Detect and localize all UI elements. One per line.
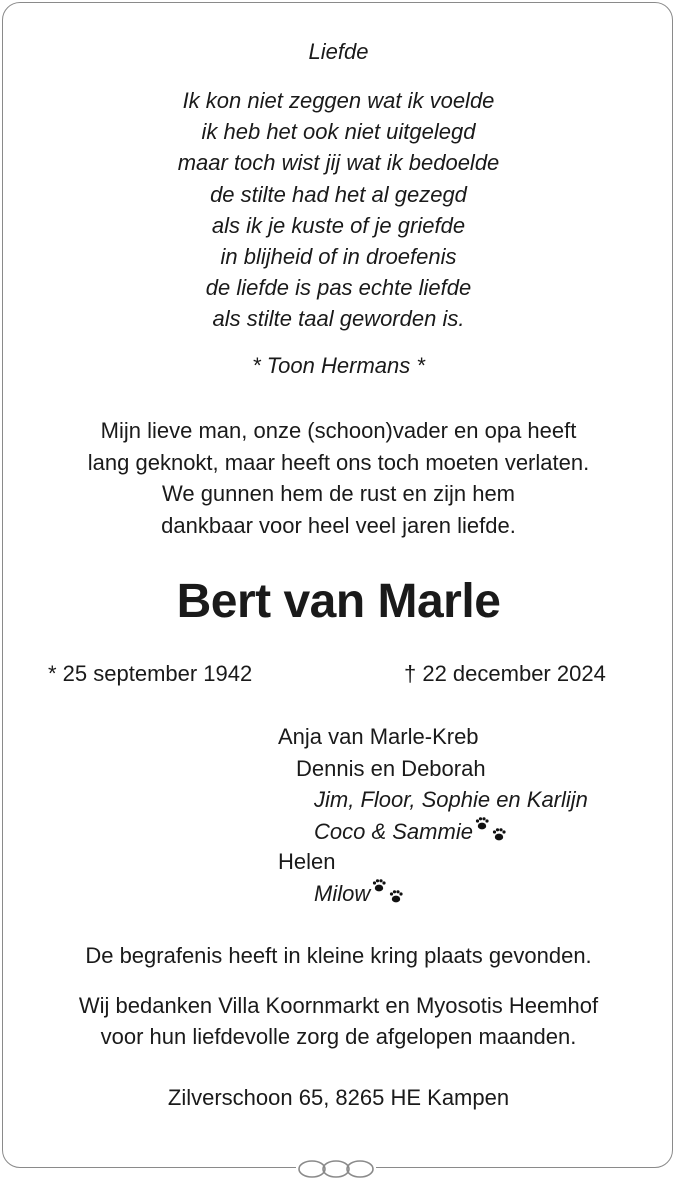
intro-line: We gunnen hem de rust en zijn hem [161, 481, 516, 506]
thanks-text [0, 990, 677, 1052]
poem-line: Ik kon niet zeggen wat ik voelde [182, 88, 495, 113]
paw-prints-icon [475, 817, 509, 843]
poem-line: de liefde is pas echte liefde [205, 275, 472, 301]
poem-line: ik heb het ook niet uitgelegd [201, 119, 476, 145]
intro-line: lang geknokt, maar heeft ons toch moeten verlaten. [87, 449, 590, 475]
poem-line: de stilte had het al gezegd [210, 181, 467, 207]
poem-author: * Toon Hermans * [252, 353, 425, 378]
family-pets [314, 879, 406, 908]
address: Zilverschoon 65, 8265 HE Kampen [167, 1085, 510, 1110]
pet-names: Coco & Sammie [314, 819, 473, 844]
intro-line: dankbaar voor heel veel jaren liefde. [161, 512, 516, 538]
poem-line: als stilte taal geworden is. [212, 306, 465, 332]
poem-line: in blijheid of in droefenis [220, 243, 457, 269]
birth-date: * 25 september 1942 [48, 661, 253, 686]
family-grandchildren: Jim, Floor, Sophie en Karlijn [314, 787, 588, 812]
family-child: Dennis en Deborah [296, 756, 486, 781]
poem-line: maar toch wist jij wat ik bedoelde [177, 150, 500, 176]
family-pets [314, 817, 509, 846]
pet-names: Milow [314, 881, 371, 906]
poem-title: Liefde [308, 39, 369, 64]
funeral-text: De begrafenis heeft in kleine kring plaats gevonden. [85, 943, 592, 968]
poem-line: als ik je kuste of je griefde [211, 212, 466, 238]
death-date: † 22 december 2024 [404, 661, 606, 686]
ornament-icon [296, 1158, 376, 1180]
deceased-name: Bert van Marle [176, 575, 501, 628]
thanks-line: voor hun liefdevolle zorg de afgelopen maanden. [100, 1024, 577, 1049]
intro-line: Mijn lieve man, onze (schoon)vader en opa heeft [100, 418, 577, 443]
family-spouse: Anja van Marle-Kreb [278, 724, 479, 749]
paw-prints-icon [372, 879, 406, 905]
family-child: Helen [278, 849, 336, 874]
thanks-line: Wij bedanken Villa Koornmarkt en Myosotis Heemhof [78, 993, 599, 1018]
intro-text [0, 415, 677, 541]
poem [0, 85, 677, 335]
